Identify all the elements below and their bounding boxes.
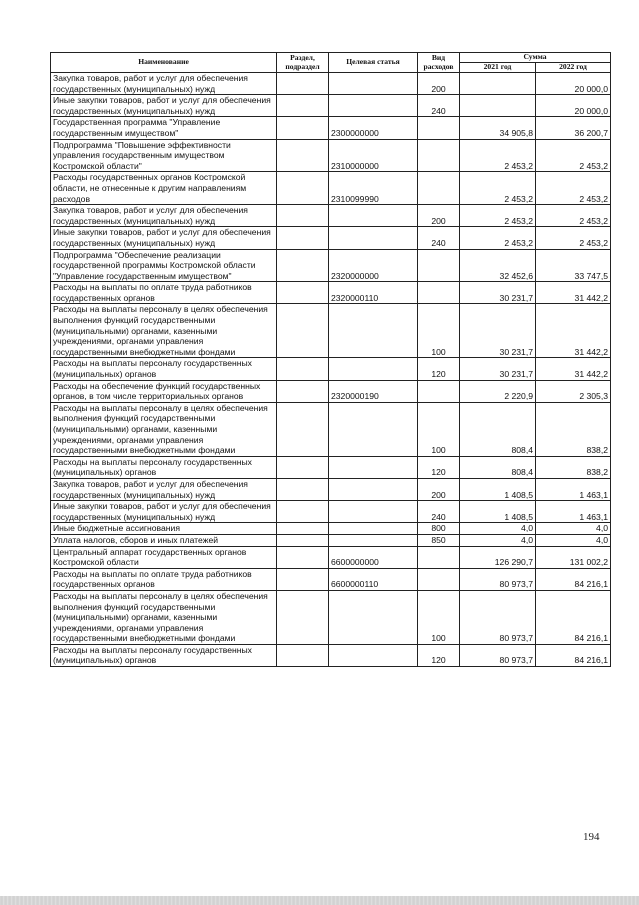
- cell-vr: [418, 139, 460, 172]
- cell-razdel: [277, 478, 329, 500]
- cell-cst: 2300000000: [329, 117, 418, 139]
- cell-2021: 2 453,2: [460, 227, 536, 249]
- table-row: [51, 172, 611, 205]
- table-row: [51, 358, 611, 380]
- table-row: [51, 73, 611, 95]
- table-row: [51, 644, 611, 666]
- cell-razdel: [277, 546, 329, 568]
- table-row: [51, 205, 611, 227]
- cell-2022: 84 216,1: [536, 590, 611, 644]
- table-row: [51, 478, 611, 500]
- cell-razdel: [277, 282, 329, 304]
- cell-name: Расходы на выплаты персоналу государственных (муниципальных) органов: [51, 358, 277, 380]
- scan-edge: [0, 896, 639, 905]
- table-row: [51, 590, 611, 644]
- cell-name: Иные закупки товаров, работ и услуг для обеспечения государственных (муниципальных) нужд: [51, 227, 277, 249]
- cell-vr: 240: [418, 95, 460, 117]
- cell-2021: 1 408,5: [460, 501, 536, 523]
- cell-2021: 1 408,5: [460, 478, 536, 500]
- cell-razdel: [277, 205, 329, 227]
- header-name: Наименование: [51, 53, 277, 73]
- table-row: [51, 380, 611, 402]
- cell-razdel: [277, 534, 329, 546]
- cell-2021: 4,0: [460, 523, 536, 535]
- cell-2022: 4,0: [536, 534, 611, 546]
- cell-cst: 2310000000: [329, 139, 418, 172]
- header-razdel: Раздел, подраздел: [277, 53, 329, 73]
- cell-name: Расходы на выплаты персоналу в целях обеспечения выполнения функций государственными (муниципальными) органами, казенными учреждениями, органами управления государственными внебюджетными фондами: [51, 402, 277, 456]
- header-vr: Вид расходов: [418, 53, 460, 73]
- cell-2021: 32 452,6: [460, 249, 536, 282]
- cell-name: Расходы на выплаты персоналу в целях обеспечения выполнения функций государственными (муниципальными) органами, казенными учреждениями, органами управления государственными внебюджетными фондами: [51, 590, 277, 644]
- cell-name: Расходы на обеспечение функций государственных органов, в том числе территориальных органов: [51, 380, 277, 402]
- cell-2022: 20 000,0: [536, 73, 611, 95]
- cell-name: Расходы на выплаты персоналу государственных (муниципальных) органов: [51, 644, 277, 666]
- cell-2021: 808,4: [460, 456, 536, 478]
- table-row: [51, 117, 611, 139]
- cell-vr: 120: [418, 644, 460, 666]
- cell-vr: [418, 282, 460, 304]
- cell-name: Расходы на выплаты персоналу в целях обеспечения выполнения функций государственными (муниципальными) органами, казенными учреждениями, органами управления государственными внебюджетными фондами: [51, 304, 277, 358]
- cell-vr: 100: [418, 590, 460, 644]
- table-row: [51, 523, 611, 535]
- cell-cst: [329, 73, 418, 95]
- cell-razdel: [277, 95, 329, 117]
- cell-cst: 2320000110: [329, 282, 418, 304]
- cell-name: Иные закупки товаров, работ и услуг для обеспечения государственных (муниципальных) нужд: [51, 501, 277, 523]
- cell-2021: 30 231,7: [460, 304, 536, 358]
- cell-cst: [329, 358, 418, 380]
- cell-razdel: [277, 523, 329, 535]
- cell-vr: 240: [418, 501, 460, 523]
- cell-2021: 126 290,7: [460, 546, 536, 568]
- header-2021: 2021 год: [460, 63, 536, 73]
- cell-razdel: [277, 380, 329, 402]
- cell-name: Закупка товаров, работ и услуг для обеспечения государственных (муниципальных) нужд: [51, 205, 277, 227]
- cell-vr: 200: [418, 205, 460, 227]
- table-header: [51, 53, 611, 73]
- cell-razdel: [277, 456, 329, 478]
- header-2022: 2022 год: [536, 63, 611, 73]
- table-row: [51, 304, 611, 358]
- cell-name: Расходы на выплаты персоналу государственных (муниципальных) органов: [51, 456, 277, 478]
- cell-cst: [329, 590, 418, 644]
- table-row: [51, 227, 611, 249]
- cell-2022: 84 216,1: [536, 644, 611, 666]
- table-row: [51, 249, 611, 282]
- table-row: [51, 501, 611, 523]
- cell-razdel: [277, 227, 329, 249]
- cell-vr: 120: [418, 358, 460, 380]
- table-row: [51, 95, 611, 117]
- table-row: [51, 534, 611, 546]
- cell-name: Подпрограмма "Обеспечение реализации государственной программы Костромской области "Управление государственным имуществом": [51, 249, 277, 282]
- cell-razdel: [277, 117, 329, 139]
- cell-2022: 4,0: [536, 523, 611, 535]
- cell-razdel: [277, 402, 329, 456]
- cell-razdel: [277, 139, 329, 172]
- cell-razdel: [277, 304, 329, 358]
- table-row: [51, 546, 611, 568]
- cell-cst: [329, 205, 418, 227]
- cell-2022: 31 442,2: [536, 358, 611, 380]
- cell-cst: [329, 501, 418, 523]
- cell-2022: 2 453,2: [536, 227, 611, 249]
- cell-name: Расходы на выплаты по оплате труда работников государственных органов: [51, 568, 277, 590]
- cell-vr: [418, 380, 460, 402]
- cell-vr: [418, 117, 460, 139]
- cell-2021: 80 973,7: [460, 590, 536, 644]
- cell-2021: 80 973,7: [460, 644, 536, 666]
- cell-cst: 6600000110: [329, 568, 418, 590]
- cell-vr: 100: [418, 402, 460, 456]
- cell-vr: 200: [418, 73, 460, 95]
- table-row: [51, 402, 611, 456]
- cell-name: Закупка товаров, работ и услуг для обеспечения государственных (муниципальных) нужд: [51, 73, 277, 95]
- cell-cst: [329, 478, 418, 500]
- cell-name: Закупка товаров, работ и услуг для обеспечения государственных (муниципальных) нужд: [51, 478, 277, 500]
- cell-vr: 120: [418, 456, 460, 478]
- cell-razdel: [277, 358, 329, 380]
- cell-cst: 2310099990: [329, 172, 418, 205]
- cell-cst: 2320000190: [329, 380, 418, 402]
- cell-cst: [329, 304, 418, 358]
- cell-2022: 20 000,0: [536, 95, 611, 117]
- cell-2021: 2 453,2: [460, 139, 536, 172]
- budget-table: [50, 52, 611, 667]
- cell-vr: [418, 546, 460, 568]
- header-sum: Сумма: [460, 53, 611, 63]
- table-row: [51, 456, 611, 478]
- cell-2021: 34 905,8: [460, 117, 536, 139]
- page-number: 194: [583, 831, 600, 843]
- cell-vr: 200: [418, 478, 460, 500]
- cell-2022: 2 453,2: [536, 172, 611, 205]
- cell-cst: 6600000000: [329, 546, 418, 568]
- cell-2021: 30 231,7: [460, 358, 536, 380]
- cell-2021: 4,0: [460, 534, 536, 546]
- cell-cst: [329, 644, 418, 666]
- cell-2022: 838,2: [536, 402, 611, 456]
- cell-2022: 84 216,1: [536, 568, 611, 590]
- cell-2021: [460, 73, 536, 95]
- cell-2022: 1 463,1: [536, 501, 611, 523]
- cell-name: Государственная программа "Управление государственным имуществом": [51, 117, 277, 139]
- cell-cst: [329, 402, 418, 456]
- cell-vr: [418, 568, 460, 590]
- cell-vr: 800: [418, 523, 460, 535]
- cell-2022: 2 453,2: [536, 205, 611, 227]
- cell-vr: [418, 249, 460, 282]
- cell-razdel: [277, 249, 329, 282]
- cell-razdel: [277, 501, 329, 523]
- cell-vr: 100: [418, 304, 460, 358]
- cell-name: Расходы государственных органов Костромской области, не отнесенные к другим направлениям расходов: [51, 172, 277, 205]
- cell-cst: [329, 95, 418, 117]
- cell-name: Иные бюджетные ассигнования: [51, 523, 277, 535]
- table-row: [51, 282, 611, 304]
- cell-vr: 850: [418, 534, 460, 546]
- table-row: [51, 568, 611, 590]
- cell-2022: 33 747,5: [536, 249, 611, 282]
- cell-razdel: [277, 172, 329, 205]
- cell-razdel: [277, 568, 329, 590]
- cell-2022: 1 463,1: [536, 478, 611, 500]
- cell-razdel: [277, 73, 329, 95]
- table-row: [51, 139, 611, 172]
- cell-cst: [329, 523, 418, 535]
- cell-2022: 36 200,7: [536, 117, 611, 139]
- cell-2022: 131 002,2: [536, 546, 611, 568]
- cell-name: Уплата налогов, сборов и иных платежей: [51, 534, 277, 546]
- cell-2021: 808,4: [460, 402, 536, 456]
- cell-razdel: [277, 644, 329, 666]
- cell-2021: 2 220,9: [460, 380, 536, 402]
- cell-cst: [329, 534, 418, 546]
- cell-2022: 31 442,2: [536, 282, 611, 304]
- cell-name: Расходы на выплаты по оплате труда работников государственных органов: [51, 282, 277, 304]
- cell-2021: 2 453,2: [460, 172, 536, 205]
- cell-vr: [418, 172, 460, 205]
- cell-2021: 2 453,2: [460, 205, 536, 227]
- cell-2021: [460, 95, 536, 117]
- cell-2022: 838,2: [536, 456, 611, 478]
- cell-2022: 2 305,3: [536, 380, 611, 402]
- cell-2021: 30 231,7: [460, 282, 536, 304]
- cell-name: Подпрограмма "Повышение эффективности управления государственным имуществом Костромской области": [51, 139, 277, 172]
- cell-2022: 31 442,2: [536, 304, 611, 358]
- cell-name: Центральный аппарат государственных органов Костромской области: [51, 546, 277, 568]
- cell-vr: 240: [418, 227, 460, 249]
- cell-cst: 2320000000: [329, 249, 418, 282]
- table-body: [51, 73, 611, 667]
- cell-cst: [329, 227, 418, 249]
- cell-2022: 2 453,2: [536, 139, 611, 172]
- header-cst: Целевая статья: [329, 53, 418, 73]
- cell-razdel: [277, 590, 329, 644]
- cell-cst: [329, 456, 418, 478]
- cell-name: Иные закупки товаров, работ и услуг для обеспечения государственных (муниципальных) нужд: [51, 95, 277, 117]
- cell-2021: 80 973,7: [460, 568, 536, 590]
